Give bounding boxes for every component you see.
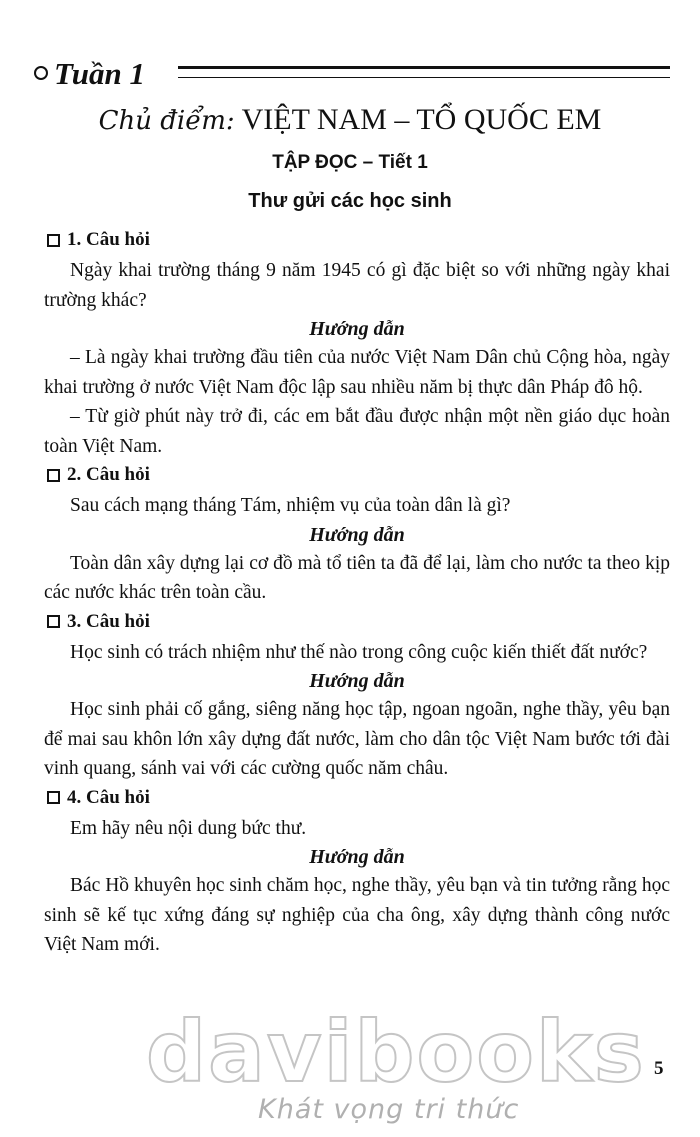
checkbox-square-icon (47, 615, 60, 628)
guide-heading: Hướng dẫn (309, 318, 405, 340)
question-text: Sau cách mạng tháng Tám, nhiệm vụ của toàn dân là gì? (70, 495, 511, 516)
circle-bullet-icon (34, 66, 48, 80)
question-label: 1. Câu hỏi (67, 229, 150, 250)
page-number: 5 (654, 1058, 664, 1079)
lesson-subtitle: Thư gửi các học sinh (248, 190, 452, 212)
question-heading (47, 784, 670, 812)
theme-lead: Chủ điểm: (98, 106, 235, 136)
lesson-content (44, 226, 670, 960)
question-label: 4. Câu hỏi (67, 786, 150, 808)
checkbox-square-icon (47, 234, 60, 247)
question-label: 2. Câu hỏi (67, 464, 150, 485)
answer-text: Bác Hồ khuyên học sinh chăm học, nghe thầy, yêu bạn và tin tưởng rằng học sinh sẽ kế tục xứng đáng sự nghiệp của cha ông, xây dựng thành công nước Việt Nam mới. (44, 875, 670, 955)
checkbox-square-icon (47, 791, 60, 804)
watermark-logo: davibooks (146, 1003, 646, 1101)
heading-rule (178, 66, 670, 78)
lesson-heading: TẬP ĐỌC – Tiết 1 (272, 152, 428, 173)
watermark-slogan: Khát vọng tri thức (258, 1094, 520, 1125)
guide-heading: Hướng dẫn (309, 523, 405, 546)
answer-text: – Từ giờ phút này trở đi, các em bắt đầu được nhận một nền giáo dục hoàn toàn Việt Nam. (44, 406, 670, 457)
guide-heading: Hướng dẫn (309, 846, 405, 868)
week-heading (30, 54, 670, 94)
question-heading (47, 461, 670, 489)
question-heading (47, 226, 670, 254)
question-label: 3. Câu hỏi (67, 610, 150, 632)
theme-heading (0, 100, 700, 141)
question-text: Ngày khai trường tháng 9 năm 1945 có gì đặc biệt so với những ngày khai trường khác? (44, 260, 670, 311)
theme-title: VIỆT NAM – TỔ QUỐC EM (241, 103, 602, 136)
answer-text: – Là ngày khai trường đầu tiên của nước Việt Nam Dân chủ Cộng hòa, ngày khai trường ở nước Việt Nam độc lập sau nhiều năm bị thực dân Pháp đô hộ. (44, 347, 670, 398)
checkbox-square-icon (47, 469, 60, 482)
question-text: Học sinh có trách nhiệm như thế nào trong công cuộc kiến thiết đất nước? (70, 641, 648, 663)
question-text: Em hãy nêu nội dung bức thư. (70, 817, 307, 839)
question-heading (47, 608, 670, 636)
guide-heading: Hướng dẫn (309, 670, 405, 692)
week-title: Tuần 1 (54, 56, 146, 91)
answer-text: Học sinh phải cố gắng, siêng năng học tập, ngoan ngoãn, nghe thầy, yêu bạn để mai sau khôn lớn xây dựng đất nước, làm cho dân tộc Việt Nam bước tới đài vinh quang, sánh vai với các cường quốc năm châu. (44, 699, 670, 779)
answer-text: Toàn dân xây dựng lại cơ đồ mà tổ tiên ta đã để lại, làm cho nước ta theo kịp các nước khác trên toàn cầu. (44, 552, 670, 603)
